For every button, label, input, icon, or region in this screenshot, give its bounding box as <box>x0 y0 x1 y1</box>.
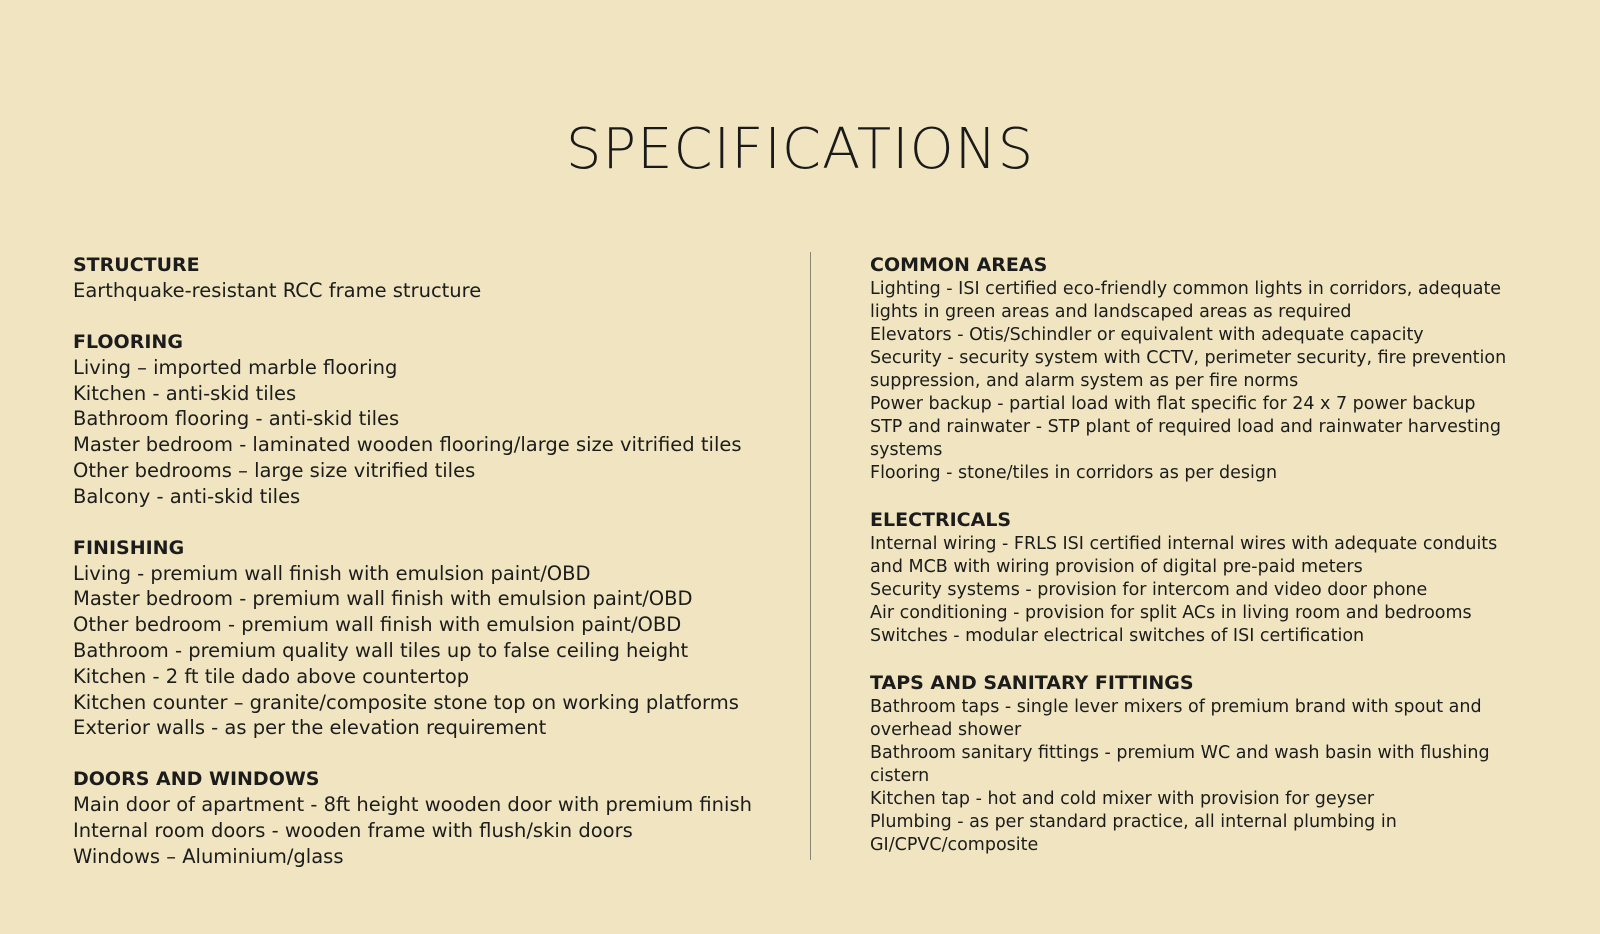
spec-item: Other bedrooms – large size vitrified tiles <box>73 458 476 482</box>
section-flooring <box>73 329 773 510</box>
spec-item: Switches - modular electrical switches of ISI certification <box>870 626 1365 646</box>
section-heading: TAPS AND SANITARY FITTINGS <box>870 672 1194 694</box>
spec-item: Bathroom taps - single lever mixers of premium brand with spout and overhead shower <box>870 697 1482 740</box>
spec-item: Kitchen - 2 ft tile dado above countertop <box>73 664 470 688</box>
left-column <box>73 252 773 895</box>
section-heading: FLOORING <box>73 330 183 353</box>
spec-item: Bathroom sanitary fittings - premium WC and wash basin with flushing cistern <box>870 743 1490 786</box>
section-finishing <box>73 535 773 742</box>
spec-item: Security - security system with CCTV, perimeter security, fire prevention suppression, and alarm system as per fire norms <box>870 348 1507 391</box>
column-divider <box>810 252 811 860</box>
spec-item: Exterior walls - as per the elevation requirement <box>73 716 547 740</box>
spec-item: Elevators - Otis/Schindler or equivalent with adequate capacity <box>870 325 1424 345</box>
spec-item: Earthquake-resistant RCC frame structure <box>73 279 482 302</box>
spec-item: Balcony - anti-skid tiles <box>73 484 301 508</box>
right-column <box>870 252 1530 879</box>
spec-item: Plumbing - as per standard practice, all internal plumbing in GI/CPVC/composite <box>870 812 1397 855</box>
spec-item: Internal wiring - FRLS ISI certified internal wires with adequate conduits and MCB with wiring provision of digital pre-paid meters <box>870 534 1498 577</box>
spec-item: Kitchen counter – granite/composite stone top on working platforms <box>73 690 739 714</box>
spec-item: STP and rainwater - STP plant of required load and rainwater harvesting systems <box>870 417 1501 460</box>
spec-item: Other bedroom - premium wall finish with emulsion paint/OBD <box>73 613 682 637</box>
spec-item: Power backup - partial load with flat specific for 24 x 7 power backup <box>870 394 1476 414</box>
section-heading: COMMON AREAS <box>870 254 1048 276</box>
spec-item: Windows – Aluminium/glass <box>73 844 344 868</box>
section-heading: FINISHING <box>73 536 185 559</box>
section-electricals <box>870 507 1530 648</box>
section-heading: DOORS AND WINDOWS <box>73 768 320 791</box>
spec-item: Kitchen tap - hot and cold mixer with provision for geyser <box>870 789 1375 809</box>
spec-item: Living - premium wall finish with emulsion paint/OBD <box>73 561 591 585</box>
spec-item: Master bedroom - premium wall finish with emulsion paint/OBD <box>73 587 693 611</box>
spec-item: Bathroom flooring - anti-skid tiles <box>73 407 400 431</box>
spec-item: Master bedroom - laminated wooden flooring/large size vitrified tiles <box>73 433 742 457</box>
spec-item: Security systems - provision for intercom and video door phone <box>870 580 1428 600</box>
spec-item: Main door of apartment - 8ft height wooden door with premium finish <box>73 793 752 817</box>
spec-item: Bathroom - premium quality wall tiles up to false ceiling height <box>73 638 689 662</box>
section-heading: ELECTRICALS <box>870 509 1012 531</box>
spec-item: Living – imported marble flooring <box>73 355 398 379</box>
spec-item: Kitchen - anti-skid tiles <box>73 381 297 405</box>
section-heading: STRUCTURE <box>73 254 200 276</box>
section-doors-and-windows <box>73 766 773 869</box>
section-taps-and-sanitary-fittings <box>870 670 1530 857</box>
spec-item: Lighting - ISI certified eco-friendly common lights in corridors, adequate lights in green areas and landscaped areas as required <box>870 279 1502 322</box>
spec-item: Internal room doors - wooden frame with flush/skin doors <box>73 818 633 842</box>
page-title: SPECIFICATIONS <box>565 117 1035 182</box>
spec-item: Air conditioning - provision for split ACs in living room and bedrooms <box>870 603 1472 623</box>
spec-item: Flooring - stone/tiles in corridors as per design <box>870 463 1278 483</box>
section-structure <box>73 252 773 304</box>
section-common-areas <box>870 252 1530 485</box>
